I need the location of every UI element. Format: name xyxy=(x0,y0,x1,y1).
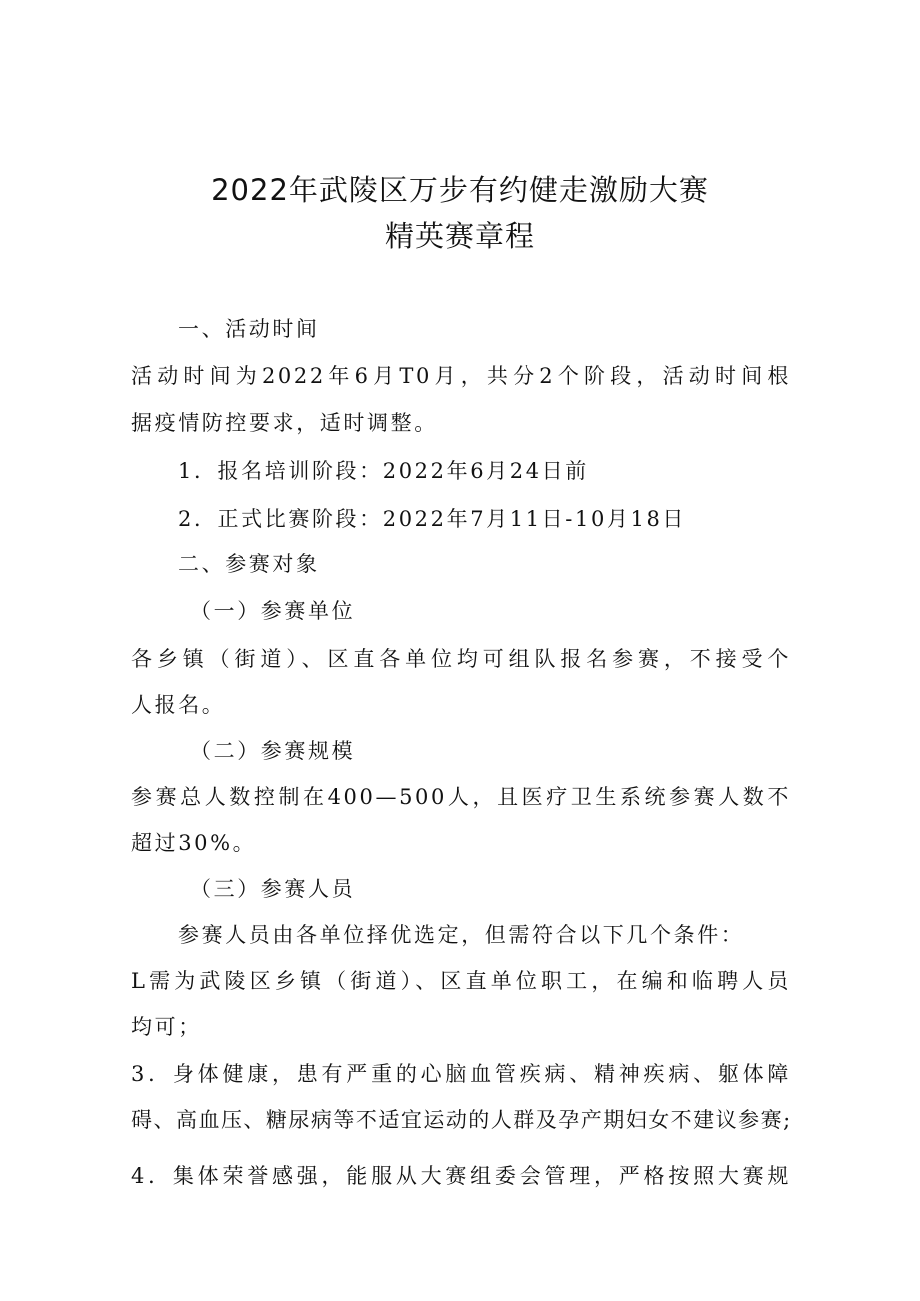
paragraph-scale-line-1: 参赛总人数控制在400—500人，且医疗卫生系统参赛人数不 xyxy=(131,785,791,809)
list-item-competition-stage: 2．正式比赛阶段：2022年7月11日-10月18日 xyxy=(178,507,687,531)
list-item-condition-1-line-1: L需为武陵区乡镇（街道）、区直单位职工，在编和临聘人员 xyxy=(131,969,791,993)
section-heading-activity-time: 一、活动时间 xyxy=(178,317,320,341)
section-heading-participants: 二、参赛对象 xyxy=(178,552,320,576)
subheading-participating-units: （一）参赛单位 xyxy=(190,599,356,623)
list-item-condition-3-line-2: 碍、高血压、糖尿病等不适宜运动的人群及孕产期妇女不建议参赛; xyxy=(131,1108,791,1132)
list-item-condition-1-line-2: 均可； xyxy=(131,1015,202,1039)
paragraph-units-line-1: 各乡镇（街道）、区直各单位均可组队报名参赛，不接受个 xyxy=(131,647,791,671)
paragraph-units-line-2: 人报名。 xyxy=(131,693,226,717)
subheading-participation-scale: （二）参赛规模 xyxy=(190,739,356,763)
subheading-participants: （三）参赛人员 xyxy=(190,877,356,901)
document-title-line-1: 2022年武陵区万步有约健走激励大赛 xyxy=(211,173,709,207)
paragraph-scale-line-2: 超过30%。 xyxy=(131,831,257,855)
paragraph-activity-time-line-2: 据疫情防控要求，适时调整。 xyxy=(131,411,438,435)
paragraph-conditions-intro: 参赛人员由各单位择优选定，但需符合以下几个条件： xyxy=(178,923,745,947)
list-item-condition-4-line-1: 4．集体荣誉感强，能服从大赛组委会管理，严格按照大赛规 xyxy=(131,1164,791,1188)
list-item-condition-3-line-1: 3．身体健康，患有严重的心脑血管疾病、精神疾病、躯体障 xyxy=(131,1062,791,1086)
list-item-registration-stage: 1．报名培训阶段：2022年6月24日前 xyxy=(178,459,589,483)
paragraph-activity-time-line-1: 活动时间为2022年6月T0月，共分2个阶段，活动时间根 xyxy=(131,364,791,388)
document-title-line-2: 精英赛章程 xyxy=(384,219,535,253)
